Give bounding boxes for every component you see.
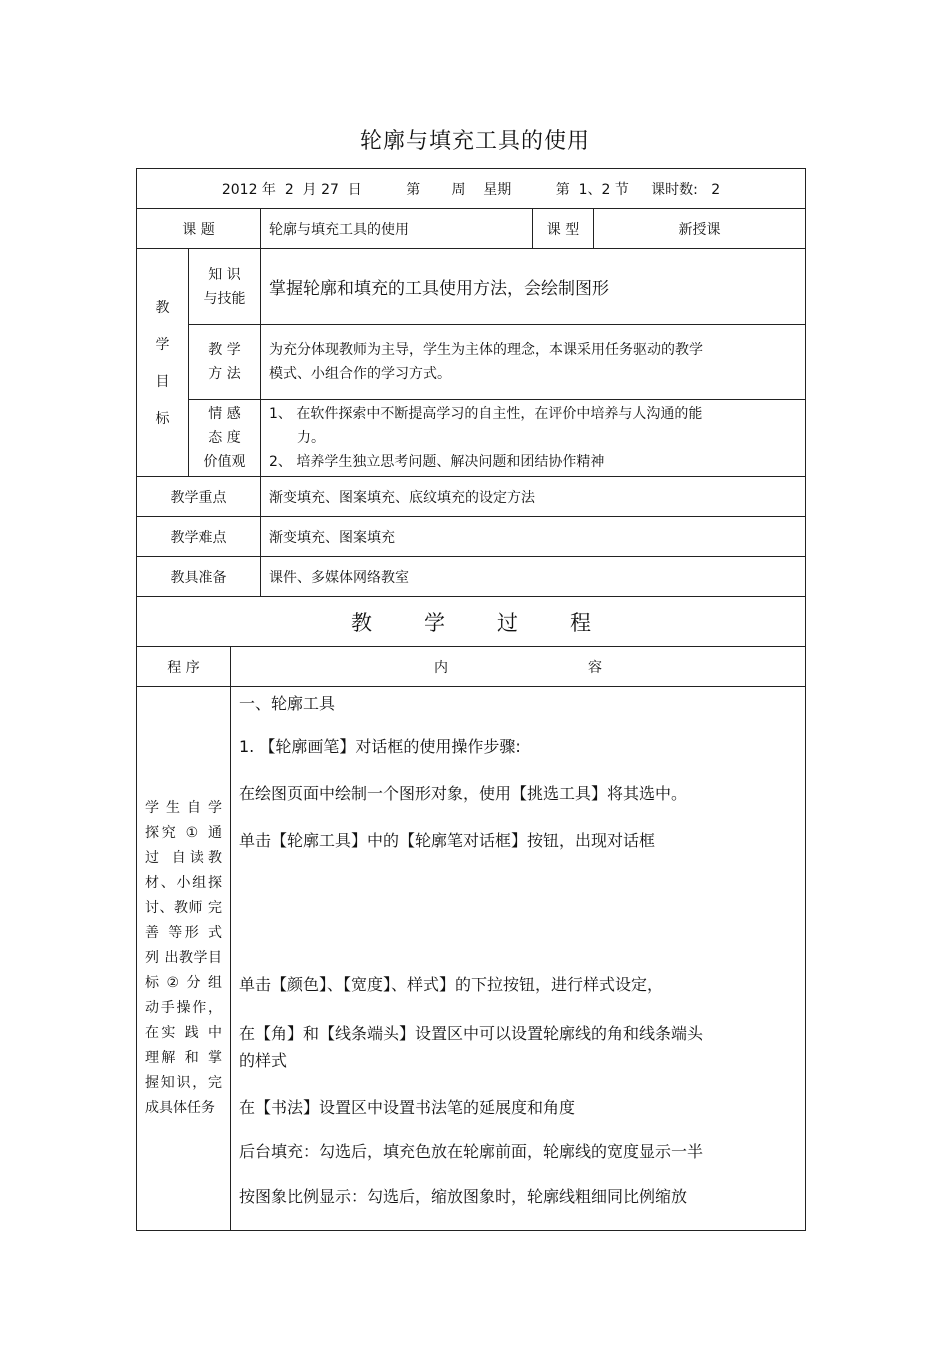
topic-label: 课 题	[137, 209, 261, 249]
content-line: 1. 【轮廓画笔】对话框的使用操作步骤:	[239, 737, 521, 756]
goals-method-row	[137, 325, 806, 400]
emotion-label-line: 态 度	[208, 430, 241, 446]
key-point-row	[137, 477, 806, 517]
knowledge-text: 掌握轮廓和填充的工具使用方法，会绘制图形	[261, 249, 806, 325]
date-row	[137, 169, 806, 209]
content-header-char: 容	[588, 659, 602, 676]
emotion-item: 力。	[297, 430, 325, 446]
knowledge-label-line: 知 识	[208, 266, 241, 283]
difficulty-value: 渐变填充、图案填充	[261, 517, 806, 557]
content-header-char: 内	[434, 659, 448, 676]
type-label: 课 型	[533, 209, 594, 249]
key-point-label: 教学重点	[137, 477, 261, 517]
emotion-item: 1、 在软件探索中不断提高学习的自主性，在评价中培养与人沟通的能	[269, 406, 703, 422]
key-point-value: 渐变填充、图案填充、底纹填充的设定方法	[261, 477, 806, 517]
lesson-plan-table	[136, 168, 806, 1231]
process-content	[231, 687, 806, 1231]
content-line: 的样式	[239, 1051, 288, 1070]
method-label-line: 教 学	[208, 342, 241, 358]
topic-row	[137, 209, 806, 249]
goals-label	[137, 249, 189, 477]
materials-value: 课件、多媒体网络教室	[261, 557, 806, 597]
knowledge-label-line: 与技能	[203, 290, 246, 307]
content-line: 单击【颜色】、【宽度】、样式】的下拉按钮，进行样式设定，	[239, 975, 664, 994]
method-text	[261, 325, 806, 400]
goals-label-char: 教	[155, 299, 170, 316]
content-line: 按图象比例显示：勾选后，缩放图象时，轮廓线粗细同比例缩放	[239, 1187, 688, 1206]
page-title: 轮廓与填充工具的使用	[359, 129, 590, 154]
process-side-paragraph: 学 生 自 学探究 ① 通 过 自读教材、小组探讨、教师 完 善 等形 式 列 出教学目标 ② 分 组 动手操作，在实 践 中 理解 和 掌 握知识，完成具体任务	[145, 800, 222, 1116]
topic-value: 轮廓与填充工具的使用	[261, 209, 533, 249]
process-title-char: 教	[351, 610, 372, 635]
content-line: 在绘图页面中绘制一个图形对象，使用【挑选工具】将其选中。	[239, 784, 688, 803]
sequence-header: 程 序	[137, 647, 231, 687]
method-label-line: 方 法	[208, 366, 241, 382]
emotion-text	[261, 400, 806, 477]
emotion-label-line: 情 感	[208, 406, 241, 422]
goals-label-char: 标	[155, 410, 170, 427]
emotion-label	[189, 400, 261, 477]
content-line: 一、轮廓工具	[239, 694, 336, 713]
process-title-char: 学	[424, 610, 445, 635]
process-title-char: 程	[570, 610, 591, 635]
content-line: 在【书法】设置区中设置书法笔的延展度和角度	[239, 1098, 576, 1117]
method-label	[189, 325, 261, 400]
process-body-row	[137, 687, 806, 1231]
process-title-char: 过	[497, 610, 518, 635]
type-value: 新授课	[594, 209, 806, 249]
date-line: 2012 年 2 月 27 日 第 周 星期 第 1、2 节 课时数: 2	[137, 169, 806, 209]
materials-row	[137, 557, 806, 597]
goals-label-char: 目	[155, 373, 170, 390]
goals-emotion-row	[137, 400, 806, 477]
process-side-text	[137, 687, 231, 1231]
difficulty-row	[137, 517, 806, 557]
difficulty-label: 教学难点	[137, 517, 261, 557]
method-text-line: 为充分体现教师为主导，学生为主体的理念，本课采用任务驱动的教学	[269, 342, 703, 358]
content-line: 后台填充：勾选后，填充色放在轮廓前面，轮廓线的宽度显示一半	[239, 1142, 704, 1161]
content-line: 单击【轮廓工具】中的【轮廓笔对话框】按钮，出现对话框	[239, 831, 656, 850]
process-header-row	[137, 647, 806, 687]
materials-label: 教具准备	[137, 557, 261, 597]
content-line: 在【角】和【线条端头】设置区中可以设置轮廓线的角和线条端头	[239, 1024, 704, 1043]
process-title	[137, 597, 806, 647]
goals-label-char: 学	[155, 336, 170, 353]
goals-knowledge-row	[137, 249, 806, 325]
content-header	[231, 647, 806, 687]
method-text-line: 模式、小组合作的学习方式。	[269, 366, 451, 382]
emotion-item: 2、 培养学生独立思考问题、解决问题和团结协作精神	[269, 454, 605, 470]
emotion-label-line: 价值观	[203, 454, 246, 470]
knowledge-label	[189, 249, 261, 325]
process-title-row	[137, 597, 806, 647]
